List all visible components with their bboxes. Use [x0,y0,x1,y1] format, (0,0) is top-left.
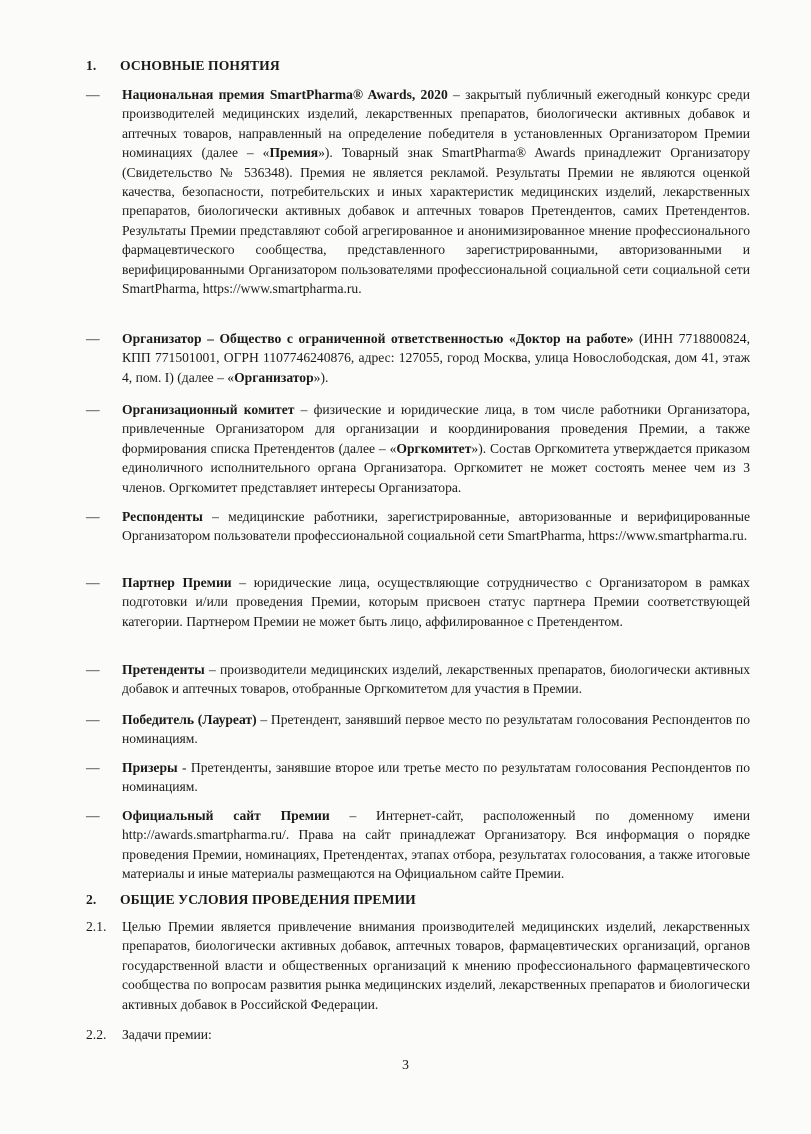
section-number: 1. [86,58,97,73]
definition-item [86,806,750,884]
clause-item [86,1025,750,1044]
dash-bullet: — [86,331,100,346]
definition-item [86,400,750,497]
definition-term: Претенденты [122,662,205,677]
definition-item [86,660,750,699]
clause-text: Задачи премии: [122,1027,212,1042]
dash-bullet: — [86,808,100,823]
definition-body: – закрытый публичный ежегодный конкурс среди производителей медицинских изделий, лекарственных препаратов, биологически активных добавок и аптечных товаров, направленный на определение победителя в установленных Организатором Премии номинациях (далее – « [122,87,750,161]
clause-item [86,917,750,1014]
definition-item [86,710,750,749]
dash-bullet: — [86,712,100,727]
definition-body: – Интернет-сайт, расположенный по доменному имени http://awards.smartpharma.ru/. Права на сайт принадлежат Организатору. Вся информация о порядке проведения Премии, номинациях, Претендентах, этапах отбора, результатах голосования, а также итоговые материалы и иные материалы размещаются на Официальном сайте Премии. [122,808,750,882]
clause-text: Целью Премии является привлечение внимания производителей медицинских изделий, лекарственных препаратов, биологически активных добавок, аптечных товаров, фармацевтических организаций, органов государственной власти и общественных организаций к мнению профессионального фармацевтического сообщества по вопросам развития рынка медицинских изделий, лекарственных препаратов и биологически активных добавок в Российской Федерации. [122,919,750,1012]
definition-body: (ИНН 7718800824, КПП 771501001, ОГРН 1107746240876, адрес: 127055, город Москва, улица Новослободская, дом 41, этаж 4, пом. I) (далее – « [122,331,750,385]
section-title: ОБЩИЕ УСЛОВИЯ ПРОВЕДЕНИЯ ПРЕМИИ [120,892,416,907]
definition-body: – юридические лица, осуществляющие сотрудничество с Организатором в рамках подготовки и/или проведения Премии, которым присвоен статус партнера Премии соответствующей категории. Партнером Премии не может быть лицо, аффилированное с Претендентом. [122,575,750,629]
definition-body: – производители медицинских изделий, лекарственных препаратов, биологически активных добавок и аптечных товаров, отобранные Оргкомитетом для участия в Премии. [122,662,750,697]
dash-bullet: — [86,662,100,677]
definition-body: – Претендент, занявший первое место по результатам голосования Респондентов по номинациям. [122,712,751,747]
definition-item [86,573,750,631]
definition-term: Победитель (Лауреат) [122,712,257,727]
dash-bullet: — [86,509,100,524]
definition-body: »). [313,369,329,385]
definition-term: Организатор – Общество с ограниченной ответственностью «Доктор на работе» [122,331,634,346]
definition-term: Партнер Премии [122,575,232,590]
definition-body: – физические и юридические лица, в том числе работники Организатора, привлеченные Организатором для организации и координирования проведения Премии, а также формирования списка Претендентов (далее – « [122,402,750,456]
definition-term: Национальная премия SmartPharma® Awards, 2020 [122,87,448,102]
definition-term: Призеры [122,760,178,775]
clause-number: 2.1. [86,919,107,934]
section-number: 2. [86,892,97,907]
dash-bullet: — [86,575,100,590]
dash-bullet: — [86,760,100,775]
definition-term: Официальный сайт Премии [122,808,330,823]
definition-body: »). Состав Оргкомитета утверждается приказом единоличного исполнительного органа Организатора. Оргкомитет не может состоять менее чем из 3 членов. Оргкомитет представляет интересы Организатора. [122,440,750,495]
definition-body: »). Товарный знак SmartPharma® Awards принадлежит Организатору (Свидетельство № 536348). Премия не является рекламой. Результаты Премии не являются оценкой качества, безопасности, потребительских и иных характеристик медицинских изделий, лекарственных препаратов, биологически активных добавок и аптечных товаров Претендентов, самих Претендентов. Результаты Премии представляют собой агрегированное и анонимизированное мнение профессионального фармацевтического сообщества, представленного зарегистрированными, авторизованными и верифицированными Организатором пользователями профессиональной социальной сети социальной сети SmartPharma, https://www.smartpharma.ru. [122,145,750,297]
page-number: 3 [402,1058,409,1073]
definition-item [86,507,750,546]
definition-body: - Претенденты, занявшие второе или третье место по результатам голосования Респондентов по номинациям. [122,760,750,795]
definition-item [86,329,750,387]
dash-bullet: — [86,402,100,417]
definition-bold: Организатор [234,369,314,385]
section-title: ОСНОВНЫЕ ПОНЯТИЯ [120,58,280,73]
definition-term: Респонденты [122,509,203,524]
definition-term: Организационный комитет [122,402,295,417]
definition-item [86,758,750,797]
definition-body: – медицинские работники, зарегистрированные, авторизованные и верифицированные Организатором пользователи профессиональной социальной сети SmartPharma, https://www.smartpharma.ru. [122,509,750,544]
clause-number: 2.2. [86,1027,107,1042]
section-1-heading [86,58,280,74]
dash-bullet: — [86,87,100,102]
section-2-heading [86,892,416,908]
definition-bold: Оргкомитет [396,440,472,456]
definition-bold: Премия [269,145,319,161]
definition-item [86,85,750,298]
